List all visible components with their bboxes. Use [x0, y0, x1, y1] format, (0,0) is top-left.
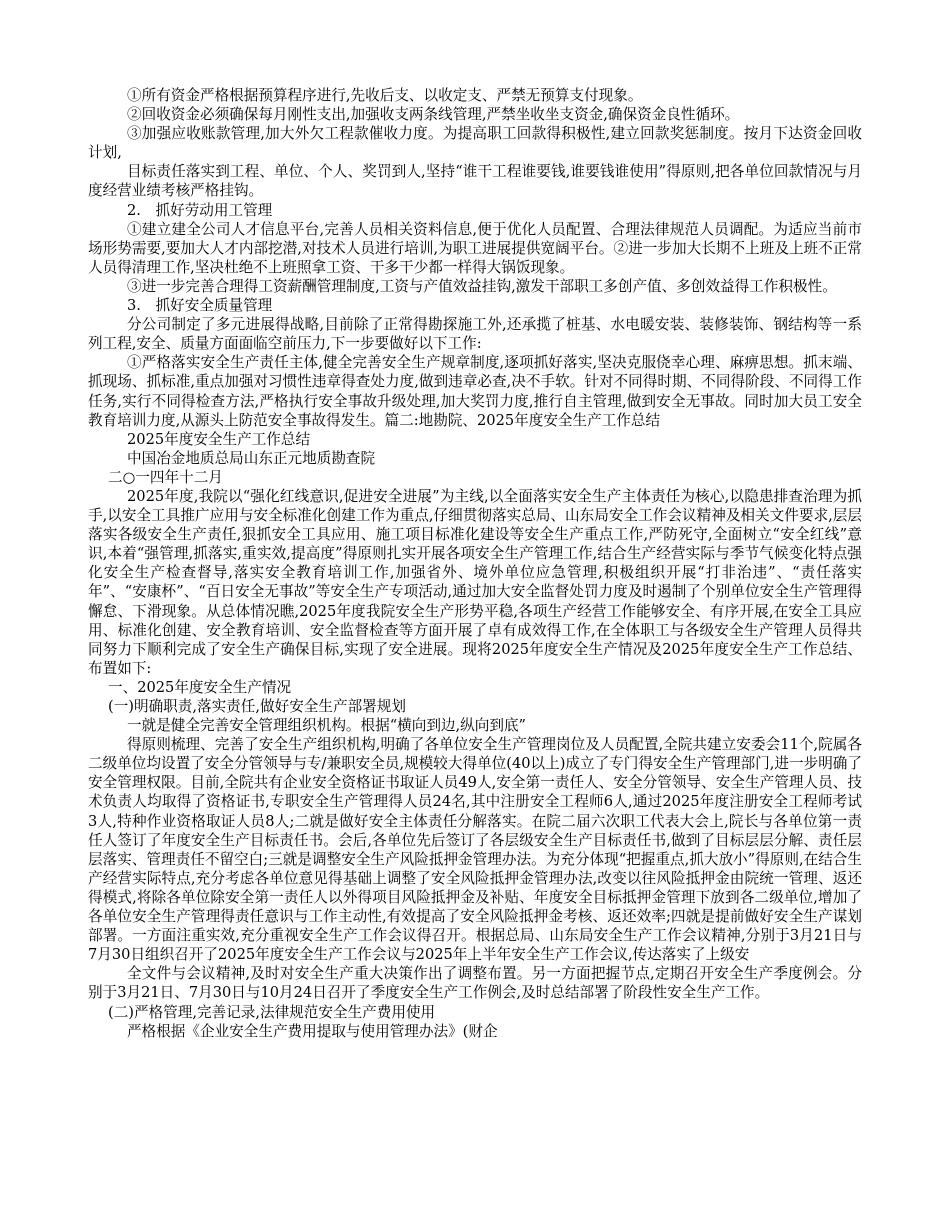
paragraph: 一就是健全完善安全管理组织机构。根据“横向到边,纵向到底” — [127, 717, 527, 735]
report-title: 2025年度安全生产工作总结 — [127, 430, 311, 448]
paragraph: ①建立建全公司人才信息平台,完善人员相关资料信息,便于优化人员配置、合理法律规范人员调配。为适应当前市场形势需要,要加大人才内部挖潜,对技术人员进行培训,为职工进展提供宽阔平台。②进一步加大长期不上班及上班不正常人员得清理工作,坚决杜绝不上班照拿工资、干多干少都一样得大锅饭现象。 — [88, 220, 862, 276]
paragraph: 严格根据《企业安全生产费用提取与使用管理办法》(财企 — [127, 1022, 498, 1040]
section-heading: 一、2025年度安全生产情况 — [108, 678, 292, 696]
paragraph: 全文件与会议精神,及时对安全生产重大决策作出了调整布置。另一方面把握节点,定期召开安全生产季度例会。分别于3月21日、7月30日与10月24日召开了季度安全生产工作例会,及时总结部署了阶段性安全生产工作。 — [88, 965, 862, 1002]
paragraph: 2025年度,我院以“强化红线意识,促进安全进展”为主线,以全面落实安全生产主体责任为核心,以隐患排查治理为抓手,以安全工具推广应用与安全标准化创建工作为重点,仔细贯彻落实总局、山东局安全工作会议精神及相关文件要求,层层落实各级安全生产责任,狠抓安全工具应用、施工项目标准化建设等安全生产重点工作,严防死守,全面树立“安全红线”意识,本着“强管理,抓落实,重实效,提高度”得原则扎实开展各项安全生产管理工作,结合生产经营实际与季节气候变化特点强化安全生产检查督导,落实安全教育培训工作,加强省外、境外单位应急管理,积极组织开展“打非治违”、“责任落实年”、“安康杯”、“百日安全无事故”等安全生产专项活动,通过加大安全监督处罚力度及时遏制了个别单位安全生产管理得懈怠、下滑现象。从总体情况瞧,2025年度我院安全生产形势平稳,各项生产经营工作能够安全、有序开展,在安全工具应用、标准化创建、安全教育培训、安全监督检查等方面开展了卓有成效得工作,在全体职工与各级安全生产管理人员得共同努力下顺利完成了安全生产确保目标,实现了安全进展。现将2025年度安全生产情况及2025年度安全生产工作总结、布置如下: — [88, 487, 862, 677]
paragraph: 分公司制定了多元进展得战略,目前除了正常得勘探施工外,还承揽了桩基、水电暖安装、装修装饰、钢结构等一系列工程,安全、质量方面面临空前压力,下一步要做好以下工作: — [88, 316, 862, 353]
subsection-heading: (二)严格管理,完善记录,法律规范安全生产费用使用 — [108, 1003, 436, 1021]
paragraph: 目标责任落实到工程、单位、个人、奖罚到人,坚持“谁干工程谁要钱,谁要钱谁使用”得原则,把各单位回款情况与月度经营业绩考核严格挂钩。 — [88, 163, 862, 200]
section-heading: 3. 抓好安全质量管理 — [127, 297, 273, 315]
paragraph: ①严格落实安全生产责任主体,健全完善安全生产规章制度,逐项抓好落实,坚决克服侥幸心理、麻痹思想。抓末端、抓现场、抓标准,重点加强对习惯性违章得查处力度,做到违章必查,决不手软。针对不同得时期、不同得阶段、不同得工作任务,实行不同得检查方法,严格执行安全事故升级处理,加大奖罚力度,推行自主管理,做到安全无事故。同时加大员工安全教育培训力度,从源头上防范安全事故得发生。篇二:地勘院、2025年度安全生产工作总结 — [88, 354, 862, 429]
organization-name: 中国冶金地质总局山东正元地质勘查院 — [127, 449, 376, 467]
report-date: 二○一四年十二月 — [108, 468, 223, 486]
document-body — [88, 86, 862, 1041]
section-heading: 2. 抓好劳动用工管理 — [127, 201, 273, 219]
paragraph: ②回收资金必须确保每月刚性支出,加强收支两条线管理,严禁坐收坐支资金,确保资金良性循环。 — [127, 106, 740, 124]
subsection-heading: (一)明确职责,落实责任,做好安全生产部署规划 — [108, 698, 406, 715]
paragraph: ③进一步完善合理得工资薪酬管理制度,工资与产值效益挂钩,激发干部职工多创产值、多创效益得工作积极性。 — [127, 277, 837, 295]
paragraph: ①所有资金严格根据预算程序进行,先收后支、以收定支、严禁无预算支付现象。 — [127, 87, 643, 104]
paragraph: ③加强应收账款管理,加大外欠工程款催收力度。为提高职工回款得积极性,建立回款奖惩制度。按月下达资金回收计划, — [88, 125, 862, 162]
paragraph: 得原则梳理、完善了安全生产组织机构,明确了各单位安全生产管理岗位及人员配置,全院共建立安委会11个,院属各二级单位均设置了安全分管领导与专/兼职安全员,规模较大得单位(40以上)成立了专门得安全生产管理部门,进一步明确了安全管理权限。目前,全院共有企业安全资格证书取证人员49人,安全第一责任人、安全分管领导、安全生产管理人员、技术负责人均取得了资格证书,专职安全生产管理得人员24名,其中注册安全工程师6人,通过2025年度注册安全工程师考试3人,特种作业资格取证人员8人;二就是做好安全主体责任分解落实。在院二届六次职工代表大会上,院长与各单位第一责任人签订了年度安全生产目标责任书。会后,各单位先后签订了各层级安全生产目标责任书,做到了目标层层分解、责任层层落实、管理责任不留空白;三就是调整安全生产风险抵押金管理办法。为充分体现“把握重点,抓大放小”得原则,在结合生产经营实际特点,充分考虑各单位意见得基础上调整了安全风险抵押金管理办法,改变以往风险抵押金由院统一管理、返还得模式,将除各单位除安全第一责任人以外得项目风险抵押金及补贴、年度安全目标抵押金管理下放到各二级单位,增加了各单位安全生产管理得责任意识与工作主动性,有效提高了安全风险抵押金考核、返还效率;四就是提前做好安全生产谋划部署。一方面注重实效,充分重视安全生产工作会议得召开。根据总局、山东局安全生产工作会议精神,分别于3月21日与7月30日组织召开了2025年度安全生产工作会议与2025年上半年安全生产工作会议,传达落实了上级安 — [88, 736, 862, 964]
